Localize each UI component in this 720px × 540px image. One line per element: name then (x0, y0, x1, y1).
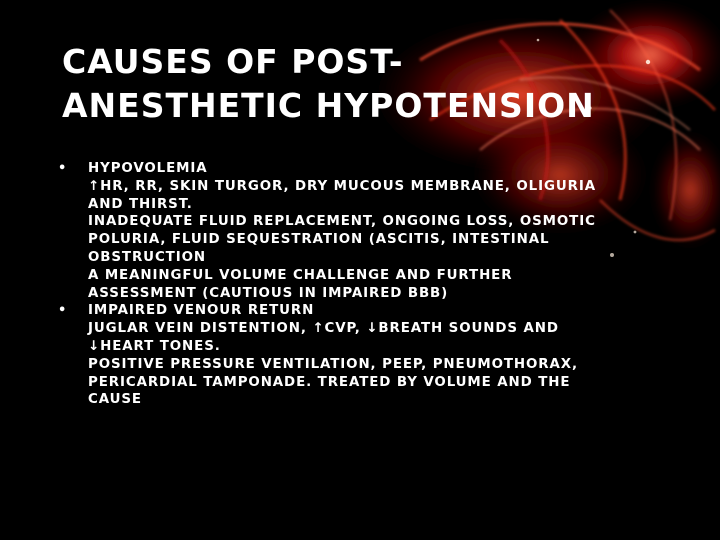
bullet-line: POSITIVE PRESSURE VENTILATION, PEEP, PNEUMOTHORAX, (88, 356, 578, 372)
bullet-item (58, 160, 658, 302)
bullet-line: ↑HR, RR, SKIN TURGOR, DRY MUCOUS MEMBRANE, OLIGURIA (88, 178, 596, 194)
bullet-line: ASSESSMENT (CAUTIOUS IN IMPAIRED BBB) (88, 285, 449, 301)
bullet-line: IMPAIRED VENOUR RETURN (88, 303, 315, 319)
bullet-line: JUGLAR VEIN DISTENTION, ↑CVP, ↓BREATH SOUNDS AND (88, 321, 559, 337)
bullet-line: AND THIRST. (88, 196, 193, 212)
bullet-dot: • (58, 303, 68, 319)
bullet-line: HYPOVOLEMIA (88, 161, 208, 176)
bullet-line: OBSTRUCTION (88, 249, 206, 265)
bullet-line: INADEQUATE FLUID REPLACEMENT, ONGOING LOSS, OSMOTIC (88, 214, 596, 230)
bullet-item (58, 302, 658, 409)
title-line: ANESTHETIC HYPOTENSION (62, 86, 595, 125)
slide-body (58, 160, 658, 409)
title-line: CAUSES OF POST- (62, 42, 404, 81)
bullet-line: A MEANINGFUL VOLUME CHALLENGE AND FURTHER (88, 267, 513, 283)
bullet-line: ↓HEART TONES. (88, 338, 221, 354)
bullet-line: POLURIA, FLUID SEQUESTRATION (ASCITIS, INTESTINAL (88, 232, 550, 248)
bullet-line: CAUSE (88, 392, 142, 408)
slide-title (62, 40, 662, 128)
bullet-line: PERICARDIAL TAMPONADE. TREATED BY VOLUME AND THE (88, 374, 571, 390)
bullet-dot: • (58, 161, 68, 176)
